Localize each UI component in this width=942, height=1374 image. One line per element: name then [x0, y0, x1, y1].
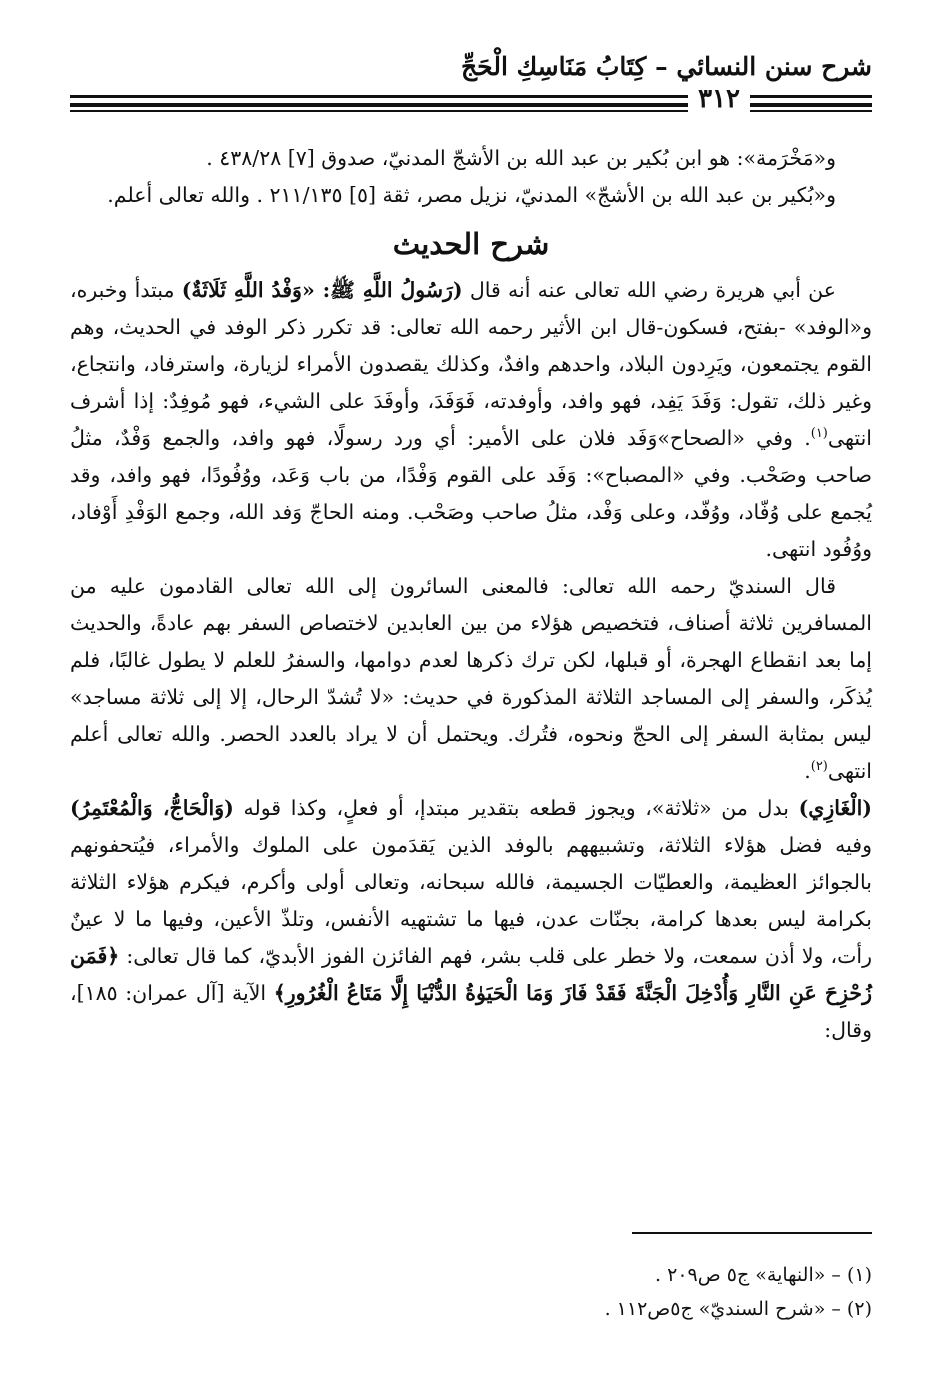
footnote-separator: [632, 1232, 872, 1234]
footnote-1: (١) – «النهاية» ج٥ ص٢٠٩ .: [655, 1264, 872, 1286]
text-run: عن أبي هريرة رضي الله تعالى عنه أنه قال: [462, 278, 836, 302]
paragraph-narrator-2: و«بُكير بن عبد الله بن الأشجّ» المدنيّ، نزيل مصر، ثقة [٥] ٢١١/١٣٥ . والله تعالى أعلم.: [107, 183, 836, 207]
text-run: وفيه فضل هؤلاء الثلاثة، وتشبيههم بالوفد الذين يَقدَمون على الملوك والأمراء، فيُتحفونهم بالجوائز العظيمة، والعطيّات الجسيمة، فالله سبحانه، وتعالى أولى وأكرم، فيكرم هؤلاء الثلاثة بكرامة ليس بعدها كرامة، بجنّات عدن، فيها ما تشتهيه الأنفس، وتلذّ الأعين، وفيها ما لا عينٌ رأت، ولا أذن سمعت، ولا خطر على قلب بشر، فهم الفائزن الفوز الأبديّ، كما قال تعالى:: [70, 833, 872, 968]
text-run: الآية [آل عمران: ١٨٥]، وقال:: [70, 981, 872, 1042]
text-run: .: [804, 759, 811, 783]
main-text: [70, 140, 872, 1049]
hadith-term-ghazi: (الْغَازِي): [798, 796, 872, 820]
paragraph-hadith-explanation: [70, 272, 872, 568]
page-number: ٣١٢: [688, 84, 750, 114]
hadith-quote: (رَسُولُ اللَّهِ ﷺ: «وَفْدُ اللَّهِ ثَلَاثَةٌ): [181, 278, 463, 302]
footnote-ref-2: (٢): [810, 759, 828, 775]
header-double-rule-thin: [70, 110, 872, 112]
quran-verse: ﴿فَمَن زُحْزِحَ عَنِ النَّارِ وَأُدْخِلَ الْجَنَّةَ فَقَدْ فَازَ وَمَا الْحَيَوٰةُ الدُّنْيَا إِلَّا مَتَاعُ الْغُرُورِ﴾: [70, 944, 872, 1005]
text-run: قال السنديّ رحمه الله تعالى: فالمعنى السائرون إلى الله تعالى القادمون عليه من المسافرين ثلاثة أصناف، فتخصيص هؤلاء من بين العابدين لاختصاص السفر بهم عادةً، والحديث إما بعد انقطاع الهجرة، أو قبلها، لكن ترك ذكرها لعدم دوامها، والسفرُ للعلم لا يطول غالبًا، فلم يُذكَر، والسفر إلى المساجد الثلاثة المذكورة في حديث: «لا تُشدّ الرحال، إلا إلى ثلاثة مساجد» ليس بمثابة السفر إلى الحجّ ونحوه، فتُرك. ويحتمل أن لا يراد بالعدد الحصر. والله تعالى أعلم انتهى: [70, 574, 872, 783]
footnotes: [70, 1258, 872, 1326]
header-double-rule-thick: [70, 103, 872, 107]
page: [70, 0, 872, 1374]
paragraph-ghazi: [70, 790, 872, 1049]
text-run: بدل من «ثلاثة»، ويجوز قطعه بتقدير مبتدإ، أو فعلٍ، وكذا قوله: [233, 796, 799, 820]
section-heading: شرح الحديث: [392, 227, 550, 261]
footnote-2: (٢) – «شرح السنديّ» ج٥ص١١٢ .: [604, 1298, 872, 1320]
footnote-ref-1: (١): [810, 426, 828, 442]
paragraph-narrator-1: و«مَخْرَمة»: هو ابن بُكير بن عبد الله بن الأشجّ المدنيّ، صدوق [٧] ٤٣٨/٢٨ .: [206, 146, 836, 170]
text-run: . وفي «الصحاح»وَفَد فلان على الأمير: أي ورد رسولًا، فهو وافد، والجمع وَفْدٌ، مثلُ صاحب وصَحْب. وفي «المصباح»: وَفَد على القوم وَفْدًا، من باب وَعَد، ووُفُودًا، فهو وافد، وقد يُجمع على وُفّاد، ووُفّد، وعلى وَفْد، مثلُ صاحب وصَحْب. ومنه الحاجّ وَفد الله، وجمع الوَفْدِ أَوْفاد، ووُفُود انتهى.: [70, 426, 872, 561]
text-run: مبتدأ وخبره، و«الوفد» -بفتح، فسكون-قال ابن الأثير رحمه الله تعالى: قد تكرر ذكر الوفد في الحديث، وهم القوم يجتمعون، ويَرِدون البلاد، واحدهم وافدٌ، وكذلك يقصدون الأمراء لزيارة، واسترفاد، وانتجاع، وغير ذلك، تقول: وَفَدَ يَفِد، فهو وافد، وأوفدته، فَوَفَدَ، وأوفَدَ على الشيء، فهو مُوفِدٌ: إذا أشرف انتهى: [70, 278, 872, 450]
running-title: شرح سنن النسائي – كِتَابُ مَنَاسِكِ الْحَجِّ: [461, 52, 872, 81]
hadith-term-hajj: (وَالْحَاجُّ، وَالْمُعْتَمِرُ): [70, 796, 234, 820]
paragraph-sindi: [70, 568, 872, 790]
running-header: [70, 52, 872, 92]
header-rule: [70, 95, 872, 98]
